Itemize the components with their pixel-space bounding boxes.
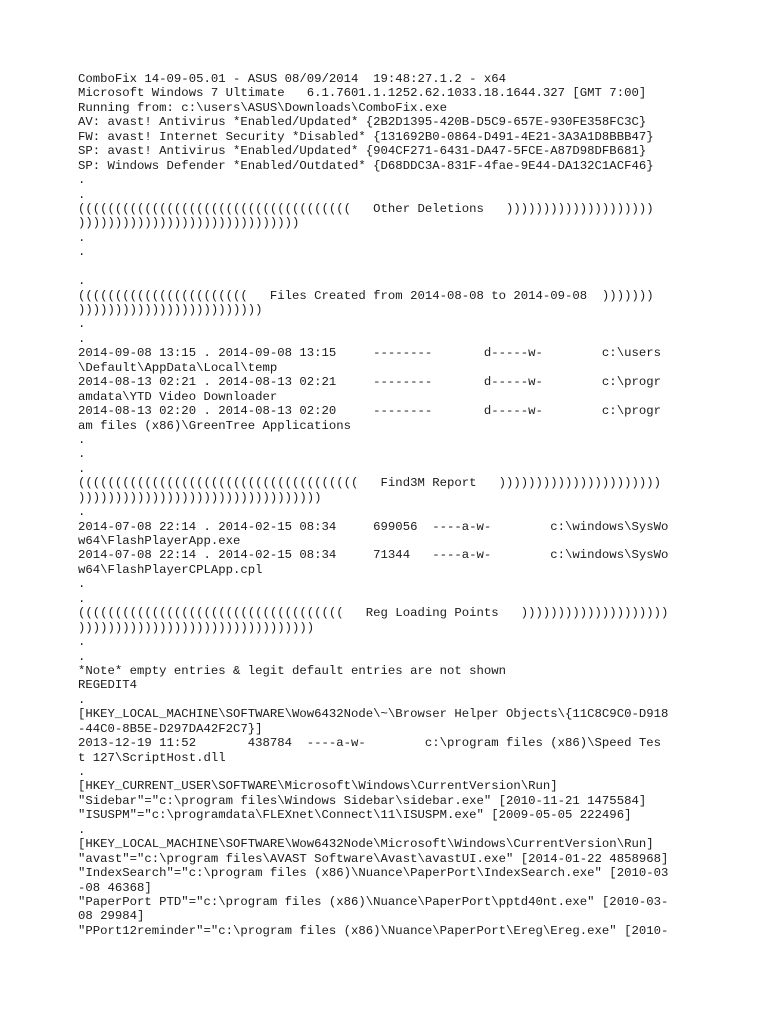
log-line: . (78, 274, 86, 289)
log-line: \Default\AppData\Local\temp (78, 360, 278, 375)
log-line: 2014-07-08 22:14 . 2014-02-15 08:34 71344 ----a-w- c:\windows\SysWo (78, 548, 669, 563)
log-line (78, 260, 718, 274)
log-line: ComboFix 14-09-05.01 - ASUS 08/09/2014 19:48:27.1.2 - x64 (78, 72, 507, 86)
log-line: . (78, 317, 86, 332)
log-line: . (78, 245, 86, 260)
log-line: . (78, 577, 86, 592)
log-line: w64\FlashPlayerCPLApp.cpl (78, 562, 263, 577)
log-line: . (78, 505, 86, 520)
log-line: "avast"="c:\program files\AVAST Software\Avast\avastUI.exe" [2014-01-22 4858968] (78, 851, 669, 866)
log-line: )))))))))))))))))))))))))))))) (78, 216, 300, 231)
log-line: t 127\ScriptHost.dll (78, 750, 226, 765)
log-line: (((((((((((((((((((((((((((((((((((((( Find3M Report )))))))))))))))))))))) (78, 476, 661, 491)
log-line: amdata\YTD Video Downloader (78, 389, 278, 404)
log-line: w64\FlashPlayerApp.exe (78, 534, 241, 548)
log-line: ((((((((((((((((((((((((((((((((((((( Other Deletions )))))))))))))))))))) (78, 201, 654, 216)
log-line: . (78, 692, 86, 707)
log-line: . (78, 822, 86, 837)
log-line: "Sidebar"="c:\program files\Windows Sidebar\sidebar.exe" [2010-11-21 1475584] (78, 793, 647, 808)
log-line: . (78, 635, 86, 650)
log-line: 2014-08-13 02:20 . 2014-08-13 02:20 -------- d-----w- c:\progr (78, 404, 661, 419)
log-line: . (78, 173, 86, 188)
log-line: Running from: c:\users\ASUS\Downloads\ComboFix.exe (78, 100, 447, 115)
log-line: . (78, 187, 86, 202)
log-line: *Note* empty entries & legit default entries are not shown (78, 663, 507, 678)
log-line: . (78, 447, 86, 462)
log-line: "IndexSearch"="c:\program files (x86)\Nuance\PaperPort\IndexSearch.exe" [2010-03 (78, 866, 669, 881)
log-line: FW: avast! Internet Security *Disabled* {131692B0-0864-D491-4E21-3A3A1D8BBB47} (78, 129, 654, 144)
log-line: "PPort12reminder"="c:\program files (x86)\Nuance\PaperPort\Ereg\Ereg.exe" [2010- (78, 923, 669, 938)
log-line: . (78, 331, 86, 346)
log-line: ((((((((((((((((((((((( Files Created from 2014-08-08 to 2014-09-08 ))))))) (78, 288, 654, 303)
log-line: "PaperPort PTD"="c:\program files (x86)\Nuance\PaperPort\pptd40nt.exe" [2010-03- (78, 894, 669, 909)
log-line: . (78, 432, 86, 447)
log-line: [HKEY_LOCAL_MACHINE\SOFTWARE\Wow6432Node\Microsoft\Windows\CurrentVersion\Run] (78, 837, 654, 852)
log-line: REGEDIT4 (78, 678, 138, 693)
combofix-log-text (78, 72, 718, 938)
log-line: "ISUSPM"="c:\programdata\FLEXnet\Connect\11\ISUSPM.exe" [2009-05-05 222496] (78, 808, 632, 823)
log-line: -08 46368] (78, 880, 152, 895)
log-line: ))))))))))))))))))))))))))))))))) (78, 490, 322, 505)
log-line: SP: avast! Antivirus *Enabled/Updated* {904CF271-6431-DA47-5FCE-A87D98DFB681} (78, 144, 647, 159)
log-line: . (78, 649, 86, 664)
log-line: 2014-09-08 13:15 . 2014-09-08 13:15 -------- d-----w- c:\users (78, 346, 661, 361)
log-line: [HKEY_LOCAL_MACHINE\SOFTWARE\Wow6432Node\~\Browser Helper Objects\{11C8C9C0-D918 (78, 707, 669, 722)
log-line: [HKEY_CURRENT_USER\SOFTWARE\Microsoft\Windows\CurrentVersion\Run] (78, 779, 558, 794)
log-line: ))))))))))))))))))))))))) (78, 303, 263, 317)
log-line: . (78, 230, 86, 245)
log-line: Microsoft Windows 7 Ultimate 6.1.7601.1.1252.62.1033.18.1644.327 [GMT 7:00] (78, 86, 647, 101)
log-line: 2014-08-13 02:21 . 2014-08-13 02:21 -------- d-----w- c:\progr (78, 375, 661, 390)
log-line: 08 29984] (78, 909, 145, 924)
log-line: . (78, 591, 86, 606)
log-line: . (78, 461, 86, 476)
log-line: . (78, 765, 86, 779)
log-line: SP: Windows Defender *Enabled/Outdated* {D68DDC3A-831F-4fae-9E44-DA132C1ACF46} (78, 158, 654, 173)
log-line: 2013-12-19 11:52 438784 ----a-w- c:\program files (x86)\Speed Tes (78, 736, 661, 751)
log-line: am files (x86)\GreenTree Applications (78, 418, 352, 433)
log-line: )))))))))))))))))))))))))))))))) (78, 620, 315, 635)
log-line: 2014-07-08 22:14 . 2014-02-15 08:34 699056 ----a-w- c:\windows\SysWo (78, 519, 669, 534)
log-line: (((((((((((((((((((((((((((((((((((( Reg Loading Points )))))))))))))))))))) (78, 606, 669, 621)
log-line: AV: avast! Antivirus *Enabled/Updated* {2B2D1395-420B-D5C9-657E-930FE358FC3C} (78, 115, 647, 130)
log-line: -44C0-8B5E-D297DA42F2C7}] (78, 721, 263, 736)
